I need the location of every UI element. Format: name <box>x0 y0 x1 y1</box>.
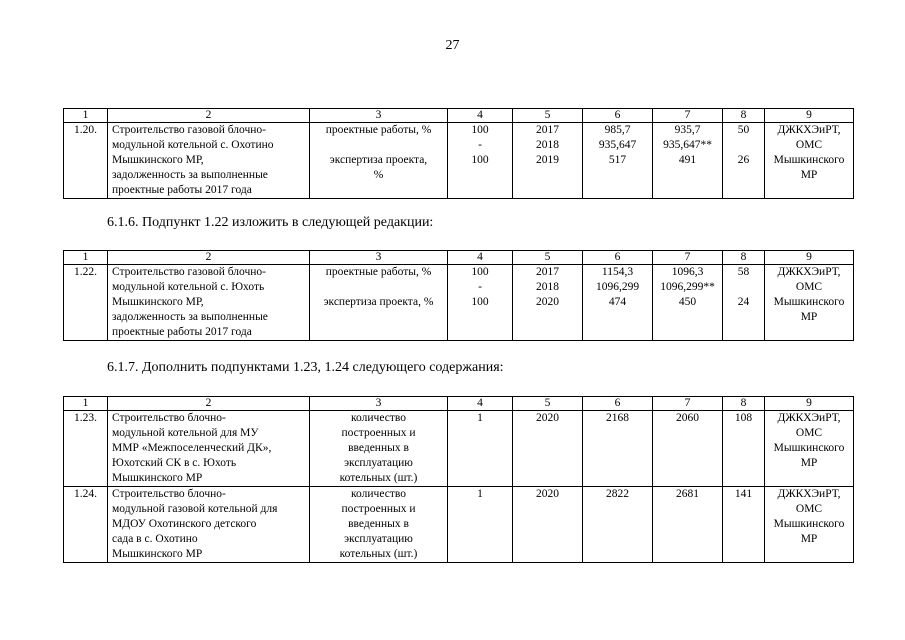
table-subitem-1-20 <box>63 108 854 199</box>
row-indicator: проектные работы, % экспертиза проекта, % <box>310 123 448 199</box>
row-number: 1.24. <box>64 487 108 563</box>
row-number: 1.20. <box>64 123 108 199</box>
row-funding: 935,7 935,647** 491 <box>653 123 723 199</box>
table-subitems-1-23-1-24 <box>63 396 854 563</box>
column-header: 9 <box>765 109 854 123</box>
row-title: Строительство газовой блочно- модульной котельной с. Юхоть Мышкинского МР, задолженность за выполненные проектные работы 2017 года <box>108 265 310 341</box>
row-target-value: 1 <box>448 487 513 563</box>
row-year: 2017 2018 2019 <box>513 123 583 199</box>
table-row <box>64 487 854 563</box>
column-header: 7 <box>653 251 723 265</box>
row-executor: ДЖКХЭиРТ, ОМС Мышкинского МР <box>765 265 854 341</box>
column-header: 4 <box>448 397 513 411</box>
row-title: Строительство блочно- модульной газовой котельной для МДОУ Охотинского детского сада в с. Охотино Мышкинского МР <box>108 487 310 563</box>
column-header: 6 <box>583 397 653 411</box>
column-header: 2 <box>108 109 310 123</box>
row-funding: 1096,3 1096,299** 450 <box>653 265 723 341</box>
page-number: 27 <box>445 38 460 53</box>
row-total: 985,7 935,647 517 <box>583 123 653 199</box>
row-cofunding: 108 <box>723 411 765 487</box>
row-number: 1.23. <box>64 411 108 487</box>
row-target-value: 100 - 100 <box>448 123 513 199</box>
row-year: 2020 <box>513 411 583 487</box>
table-row <box>64 265 854 341</box>
column-header: 5 <box>513 251 583 265</box>
column-header: 7 <box>653 397 723 411</box>
column-header: 4 <box>448 109 513 123</box>
column-header: 8 <box>723 109 765 123</box>
row-cofunding: 58 24 <box>723 265 765 341</box>
column-header: 1 <box>64 397 108 411</box>
row-executor: ДЖКХЭиРТ, ОМС Мышкинского МР <box>765 123 854 199</box>
table-subitem-1-22 <box>63 250 854 341</box>
row-total: 1154,3 1096,299 474 <box>583 265 653 341</box>
row-indicator: проектные работы, % экспертиза проекта, % <box>310 265 448 341</box>
row-total: 2168 <box>583 411 653 487</box>
column-header: 7 <box>653 109 723 123</box>
column-header: 2 <box>108 251 310 265</box>
table-header-row <box>64 251 854 265</box>
row-title: Строительство блочно- модульной котельной для МУ ММР «Межпоселенческий ДК», Юхотский СК в с. Юхоть Мышкинского МР <box>108 411 310 487</box>
column-header: 3 <box>310 397 448 411</box>
column-header: 3 <box>310 109 448 123</box>
row-indicator: количество построенных и введенных в эксплуатацию котельных (шт.) <box>310 487 448 563</box>
column-header: 6 <box>583 109 653 123</box>
column-header: 8 <box>723 251 765 265</box>
paragraph-6-1-6: 6.1.6. Подпункт 1.22 изложить в следующей редакции: <box>107 215 434 230</box>
table-header-row <box>64 109 854 123</box>
column-header: 3 <box>310 251 448 265</box>
row-total: 2822 <box>583 487 653 563</box>
row-executor: ДЖКХЭиРТ, ОМС Мышкинского МР <box>765 411 854 487</box>
column-header: 9 <box>765 397 854 411</box>
column-header: 1 <box>64 109 108 123</box>
row-cofunding: 141 <box>723 487 765 563</box>
column-header: 5 <box>513 397 583 411</box>
row-funding: 2681 <box>653 487 723 563</box>
row-year: 2020 <box>513 487 583 563</box>
row-funding: 2060 <box>653 411 723 487</box>
row-target-value: 100 - 100 <box>448 265 513 341</box>
row-year: 2017 2018 2020 <box>513 265 583 341</box>
table-header-row <box>64 397 854 411</box>
row-cofunding: 50 26 <box>723 123 765 199</box>
paragraph-6-1-7: 6.1.7. Дополнить подпунктами 1.23, 1.24 следующего содержания: <box>107 360 504 375</box>
column-header: 1 <box>64 251 108 265</box>
row-target-value: 1 <box>448 411 513 487</box>
column-header: 6 <box>583 251 653 265</box>
column-header: 4 <box>448 251 513 265</box>
column-header: 5 <box>513 109 583 123</box>
table-row <box>64 123 854 199</box>
column-header: 9 <box>765 251 854 265</box>
column-header: 8 <box>723 397 765 411</box>
row-indicator: количество построенных и введенных в эксплуатацию котельных (шт.) <box>310 411 448 487</box>
row-title: Строительство газовой блочно- модульной котельной с. Охотино Мышкинского МР, задолженность за выполненные проектные работы 2017 года <box>108 123 310 199</box>
row-executor: ДЖКХЭиРТ, ОМС Мышкинского МР <box>765 487 854 563</box>
row-number: 1.22. <box>64 265 108 341</box>
table-row <box>64 411 854 487</box>
column-header: 2 <box>108 397 310 411</box>
